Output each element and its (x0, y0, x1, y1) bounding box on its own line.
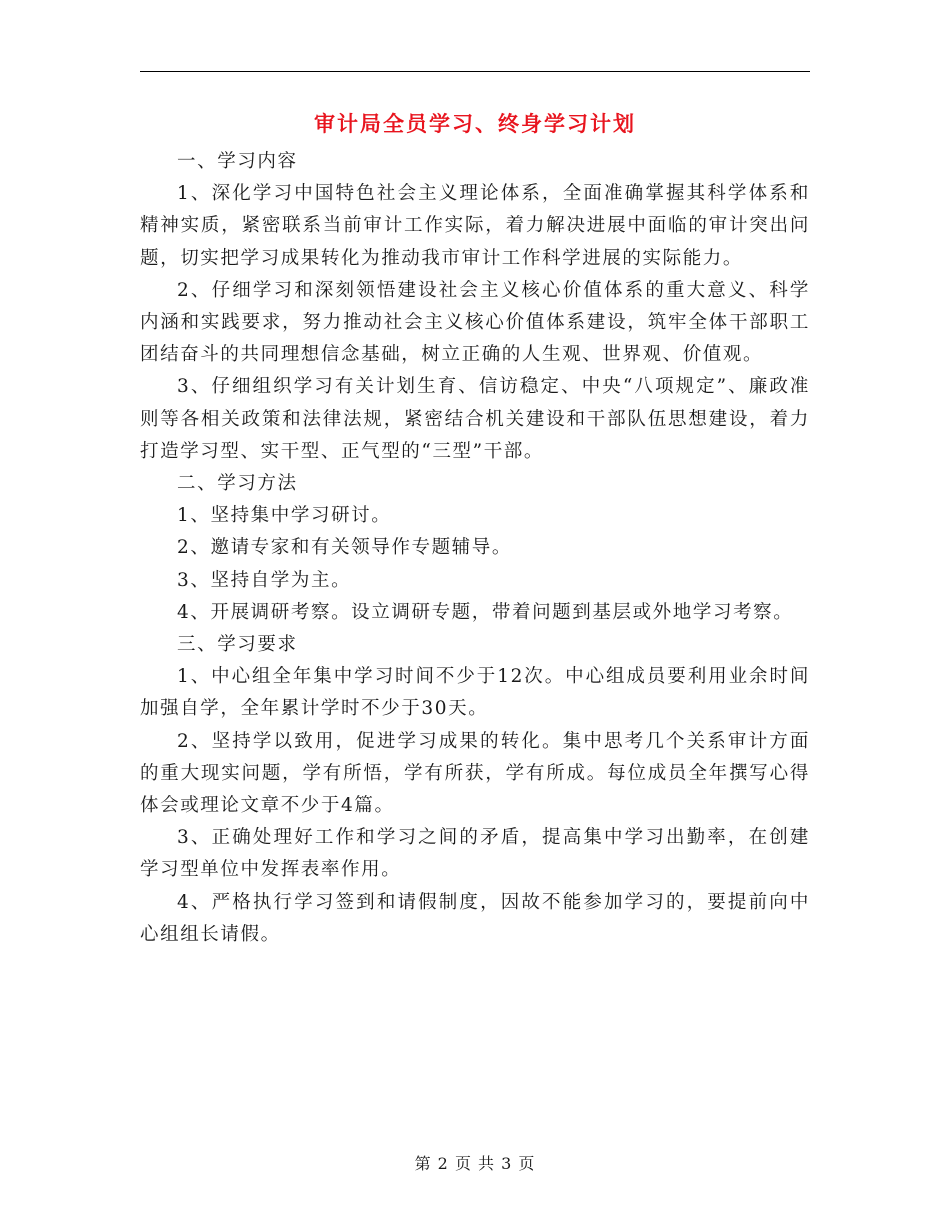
paragraph: 1、深化学习中国特色社会主义理论体系，全面准确掌握其科学体系和精神实质，紧密联系当前审计工作实际，着力解决进展中面临的审计突出问题，切实把学习成果转化为推动我市审计工作科学进展的实际能力。 (140, 183, 810, 269)
paragraph: 2、仔细学习和深刻领悟建设社会主义核心价值体系的重大意义、科学内涵和实践要求，努力推动社会主义核心价值体系建设，筑牢全体干部职工团结奋斗的共同理想信念基础，树立正确的人生观、世界观、价值观。 (140, 279, 810, 366)
document-title: 审计局全员学习、终身学习计划 (314, 111, 636, 136)
page-number: 第 2 页 共 3 页 (414, 1154, 536, 1173)
paragraph: 4、开展调研考察。设立调研专题，带着问题到基层或外地学习考察。 (177, 601, 794, 623)
paragraph: 2、坚持学以致用，促进学习成果的转化。集中思考几个关系审计方面的重大现实问题，学有所悟，学有所获，学有所成。每位成员全年撰写心得体会或理论文章不少于4篇。 (140, 730, 810, 817)
paragraph: 3、正确处理好工作和学习之间的矛盾，提高集中学习出勤率，在创建学习型单位中发挥表率作用。 (140, 827, 810, 881)
paragraph: 3、坚持自学为主。 (177, 569, 352, 591)
paragraph: 3、仔细组织学习有关计划生育、信访稳定、中央“八项规定”、廉政准则等各相关政策和法律法规，紧密结合机关建设和干部队伍思想建设，着力打造学习型、实干型、正气型的“三型”干部。 (140, 376, 810, 462)
section-heading-requirements: 三、学习要求 (177, 634, 298, 656)
header-rule (140, 71, 810, 72)
paragraph: 4、严格执行学习签到和请假制度，因故不能参加学习的，要提前向中心组组长请假。 (140, 891, 810, 945)
document-body (140, 146, 810, 951)
paragraph: 1、中心组全年集中学习时间不少于12次。中心组成员要利用业余时间加强自学，全年累计学时不少于30天。 (140, 666, 810, 720)
paragraph: 1、坚持集中学习研讨。 (177, 505, 392, 527)
section-heading-method: 二、学习方法 (177, 473, 298, 495)
section-heading-content: 一、学习内容 (177, 151, 298, 172)
paragraph: 2、邀请专家和有关领导作专题辅导。 (177, 537, 512, 559)
